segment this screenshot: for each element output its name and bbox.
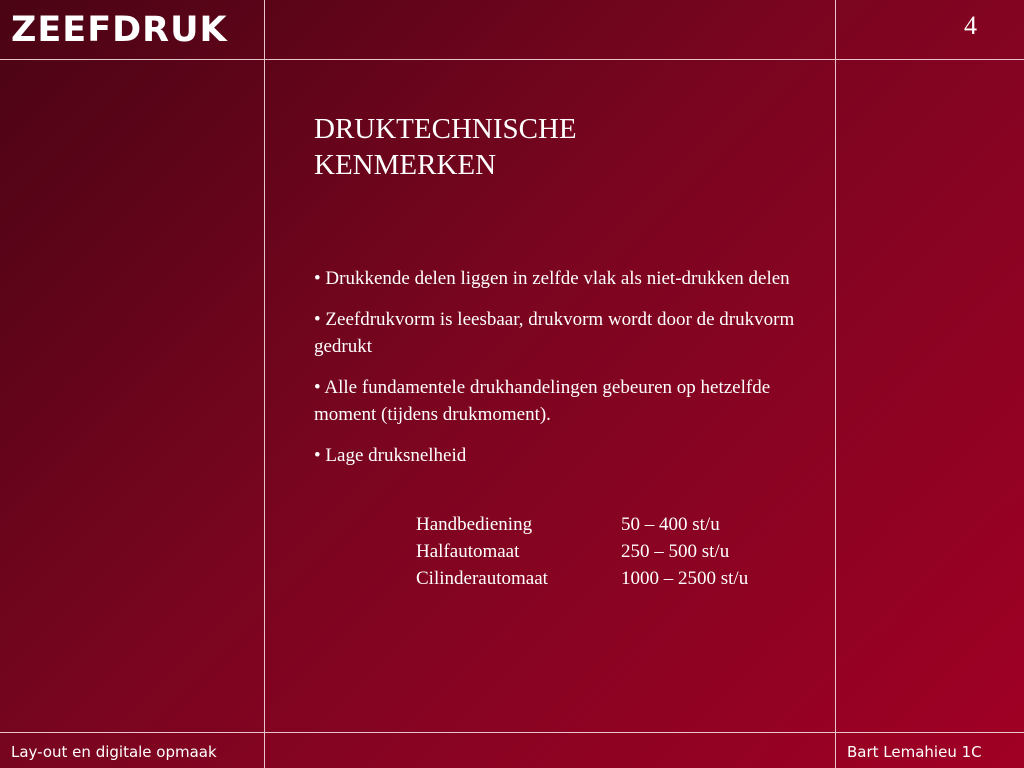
footer-author: Bart Lemahieu 1C xyxy=(847,743,982,761)
bullet-item: • Drukkende delen liggen in zelfde vlak als niet-drukken delen xyxy=(314,268,790,289)
bottom-divider xyxy=(0,732,1024,733)
footer-course: Lay-out en digitale opmaak xyxy=(11,743,217,761)
speed-row xyxy=(416,565,748,592)
slide-title: ZEEFDRUK xyxy=(11,10,228,50)
right-divider xyxy=(835,0,836,768)
speed-type: Cilinderautomaat xyxy=(416,568,548,589)
heading-line: KENMERKEN xyxy=(314,149,497,181)
heading-line: DRUKTECHNISCHE xyxy=(314,113,577,145)
slide-number: 4 xyxy=(964,11,977,40)
left-divider xyxy=(264,0,265,768)
bullet-list xyxy=(314,265,814,469)
speed-type: Halfautomaat xyxy=(416,541,520,562)
section-heading xyxy=(314,111,814,183)
bullet-item: • Zeefdrukvorm is leesbaar, drukvorm wordt door de drukvorm gedrukt xyxy=(314,309,795,357)
speed-value: 1000 – 2500 st/u xyxy=(621,568,749,589)
speed-value: 250 – 500 st/u xyxy=(621,541,730,562)
speed-table xyxy=(416,511,748,592)
speed-type: Handbediening xyxy=(416,514,533,535)
top-divider xyxy=(0,59,1024,60)
speed-row xyxy=(416,538,748,565)
bullet-item: • Lage druksnelheid xyxy=(314,445,467,466)
speed-value: 50 – 400 st/u xyxy=(621,514,720,535)
bullet-item: • Alle fundamentele drukhandelingen gebeuren op hetzelfde moment (tijdens drukmoment). xyxy=(314,377,771,425)
speed-row xyxy=(416,511,748,538)
